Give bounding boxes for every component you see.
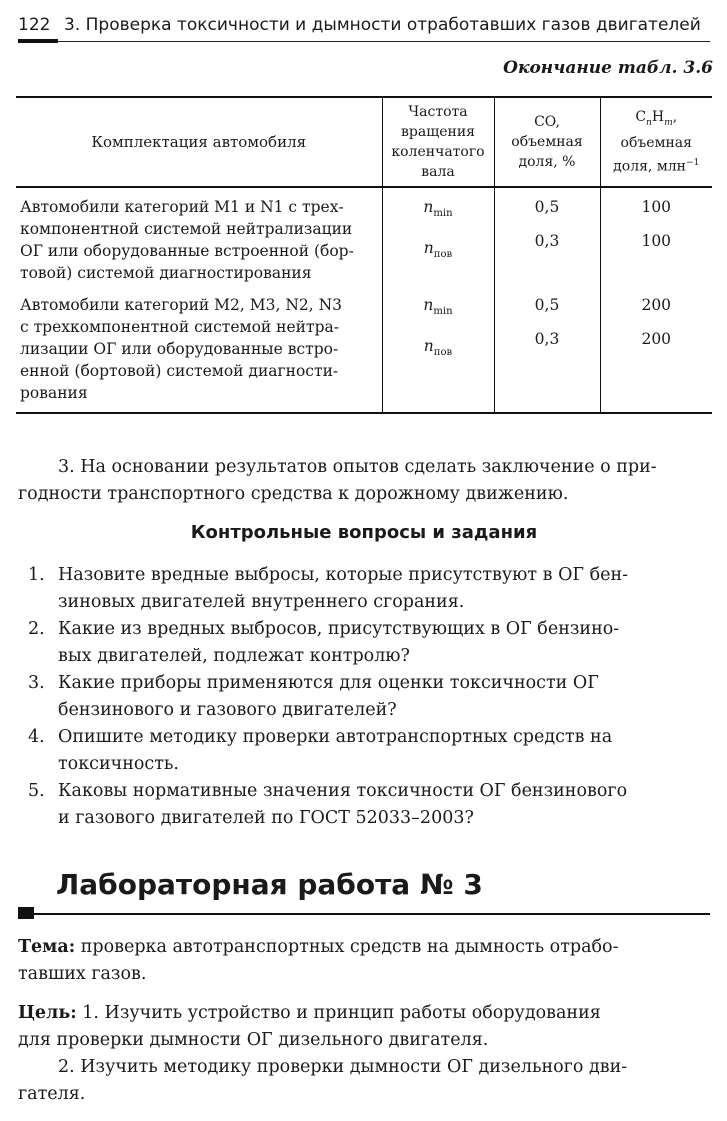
description-line: енной (бортовой) системой диагности- — [20, 362, 339, 380]
question-item — [18, 616, 710, 670]
freq-value — [387, 335, 490, 364]
col-header-configuration: Комплектация автомобиля — [16, 97, 382, 187]
description-line: Автомобили категорий М1 и N1 с трех- — [20, 198, 344, 216]
co-value: 0,5 — [534, 296, 560, 314]
ch-value: 200 — [641, 296, 672, 314]
col-header-frequency-line: коленчатого — [391, 144, 485, 160]
description-line: рования — [20, 384, 88, 402]
lab-goal-line: для проверки дымности ОГ дизельного двигателя. — [18, 1030, 489, 1050]
questions-heading: Контрольные вопросы и задания — [190, 522, 538, 543]
question-number: 1. — [28, 565, 45, 585]
emission-limits-table — [16, 96, 712, 414]
table-header-row — [16, 97, 712, 187]
question-line: Каковы нормативные значения токсичности ОГ бензинового — [58, 781, 628, 801]
question-line: Какие приборы применяются для оценки токсичности ОГ — [58, 673, 599, 693]
row-hydrocarbons — [600, 187, 712, 294]
lab-goal — [18, 1000, 710, 1108]
col-header-hydrocarbons — [600, 97, 712, 187]
header-rule-mark — [18, 39, 58, 43]
col-header-frequency-line: Частота — [408, 104, 468, 120]
col-header-frequency-line: вала — [421, 164, 455, 180]
table-row — [16, 294, 712, 413]
formula-sub-n: n — [646, 118, 652, 129]
running-title: 3. Проверка токсичности и дымности отработавших газов двигателей — [64, 15, 701, 35]
question-line: Какие из вредных выбросов, присутствующих в ОГ бензино- — [58, 619, 620, 639]
lab-title: Лабораторная работа № 3 — [56, 868, 483, 901]
freq-subscript: пов — [433, 347, 453, 359]
description-line: компонентной системой нейтрализации — [20, 220, 353, 238]
freq-value — [387, 294, 490, 323]
description-line: товой) системой диагностирования — [20, 264, 312, 282]
question-line: Назовите вредные выбросы, которые присутствуют в ОГ бен- — [58, 565, 629, 585]
col-header-unit: доля, млн — [613, 158, 686, 175]
formula-c: C — [635, 109, 647, 126]
question-item — [18, 562, 710, 616]
col-header-co-line: доля, % — [518, 154, 576, 170]
col-header-hydrocarbons-formula — [603, 107, 711, 133]
formula-h: H — [651, 109, 665, 126]
question-line: зиновых двигателей внутреннего сгорания. — [58, 592, 465, 612]
question-item — [18, 724, 710, 778]
topic-label: Тема: — [18, 937, 76, 957]
question-line: бензинового и газового двигателей? — [58, 700, 397, 720]
lab-goal-line — [18, 1000, 710, 1027]
row-description — [16, 294, 382, 413]
row-co — [494, 294, 600, 413]
conclusion-line: годности транспортного средства к дорожному движению. — [18, 484, 569, 504]
question-number: 3. — [28, 673, 45, 693]
question-number: 4. — [28, 727, 45, 747]
description-line: ОГ или оборудованные встроенной (бор- — [20, 242, 354, 260]
freq-subscript: пов — [433, 249, 453, 261]
row-co — [494, 187, 600, 294]
question-item — [18, 670, 710, 724]
freq-value — [387, 196, 490, 225]
lab-goal-line: 2. Изучить методику проверки дымности ОГ дизельного дви- — [58, 1057, 628, 1077]
freq-symbol: n — [423, 337, 434, 356]
goal-text: 1. Изучить устройство и принцип работы оборудования — [76, 1003, 601, 1023]
lab-topic-line — [18, 934, 710, 961]
topic-text: проверка автотранспортных средств на дымность отрабо- — [75, 937, 619, 957]
description-line: с трехкомпонентной системой нейтра- — [20, 318, 339, 336]
ch-value: 100 — [641, 198, 672, 216]
question-number: 2. — [28, 619, 45, 639]
page-number: 122 — [18, 15, 51, 35]
lab-title-rule-mark — [18, 907, 34, 919]
question-line: токсичность. — [58, 754, 179, 774]
freq-symbol: n — [423, 198, 434, 216]
table-row — [16, 187, 712, 294]
col-header-unit-power: −1 — [685, 158, 700, 169]
formula-comma: , — [672, 109, 678, 126]
table-continuation-caption: Окончание табл. 3.6 — [503, 58, 713, 78]
questions-list — [18, 562, 710, 832]
co-value: 0,3 — [534, 232, 560, 250]
co-value: 0,3 — [534, 330, 560, 348]
description-line: Автомобили категорий М2, М3, N2, N3 — [20, 296, 343, 314]
col-header-frequency — [382, 97, 494, 187]
running-header — [18, 12, 710, 38]
row-hydrocarbons — [600, 294, 712, 413]
conclusion-paragraph — [18, 454, 710, 508]
question-number: 5. — [28, 781, 45, 801]
header-rule — [18, 41, 710, 42]
row-frequency — [382, 187, 494, 294]
conclusion-line: 3. На основании результатов опытов сделать заключение о при- — [58, 457, 657, 477]
question-item — [18, 778, 710, 832]
freq-subscript: min — [433, 306, 453, 318]
lab-goal-line: гателя. — [18, 1084, 86, 1104]
question-line: и газового двигателей по ГОСТ 52033–2003? — [58, 808, 474, 828]
ch-value: 100 — [641, 232, 672, 250]
goal-label: Цель: — [18, 1003, 77, 1023]
row-frequency — [382, 294, 494, 413]
question-line: Опишите методику проверки автотранспортных средств на — [58, 727, 613, 747]
co-value: 0,5 — [534, 198, 560, 216]
lab-title-rule — [18, 913, 710, 915]
row-description — [16, 187, 382, 294]
freq-subscript: min — [433, 208, 453, 220]
col-header-co-line: объемная — [511, 134, 583, 150]
lab-topic-line: тавших газов. — [18, 964, 147, 984]
lab-topic — [18, 934, 710, 988]
freq-symbol: n — [423, 239, 434, 258]
col-header-co — [494, 97, 600, 187]
formula-sub-m: m — [664, 118, 673, 129]
col-header-hydrocarbons-line: объемная — [620, 135, 692, 152]
col-header-frequency-line: вращения — [401, 124, 475, 140]
col-header-hydrocarbons-line — [603, 153, 711, 177]
ch-value: 200 — [641, 330, 672, 348]
description-line: лизации ОГ или оборудованные встро- — [20, 340, 339, 358]
question-line: вых двигателей, подлежат контролю? — [58, 646, 410, 666]
freq-symbol: n — [423, 296, 434, 314]
col-header-co-line: CO, — [534, 114, 560, 130]
freq-value — [387, 237, 490, 266]
